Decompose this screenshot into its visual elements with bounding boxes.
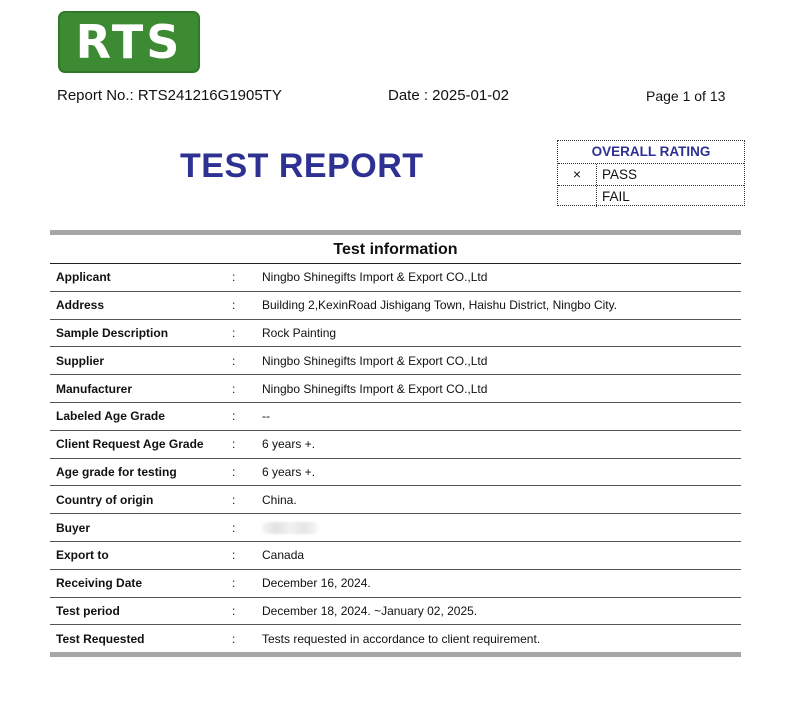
row-value: Rock Painting [262,325,337,340]
table-row [50,375,741,403]
table-row [50,486,741,514]
row-colon: : [232,381,236,396]
row-value: Building 2,KexinRoad Jishigang Town, Haishu District, Ningbo City. [262,298,618,313]
rating-check-mark: × [558,164,597,185]
report-number: Report No.: RTS241216G1905TY [57,87,282,104]
overall-rating-box [557,140,745,206]
table-row [50,570,741,598]
test-info-table [50,264,741,653]
row-label: Country of origin [56,492,154,507]
row-colon: : [232,437,236,452]
logo-text: RTS [75,15,183,69]
row-value: 6 years +. [262,464,316,479]
row-label: Manufacturer [56,381,133,396]
row-label: Client Request Age Grade [56,437,204,452]
table-row [50,514,741,542]
row-colon: : [232,576,236,591]
row-colon: : [232,298,236,313]
row-value [262,521,741,535]
section-heading: Test information [50,236,741,264]
row-colon: : [232,464,236,479]
overall-rating-heading: OVERALL RATING [558,141,744,164]
row-colon: : [232,548,236,563]
rts-logo [58,11,200,73]
row-label: Sample Description [56,325,169,340]
row-label: Labeled Age Grade [56,409,165,424]
row-label: Test Requested [56,632,145,647]
table-row [50,264,741,292]
row-value: Ningbo Shinegifts Import & Export CO.,Ltd [262,270,488,285]
row-value: Ningbo Shinegifts Import & Export CO.,Ltd [262,353,488,368]
table-row [50,542,741,570]
row-value: Canada [262,548,305,563]
rating-option-pass [558,164,744,185]
table-row [50,403,741,431]
row-colon: : [232,632,236,647]
table-row [50,320,741,348]
table-row [50,625,741,653]
row-value: China. [262,492,297,507]
table-row [50,292,741,320]
row-value: December 18, 2024. ~January 02, 2025. [262,603,478,618]
section-divider-top [50,230,741,235]
section-divider-bottom [50,652,741,657]
row-label: Test period [56,603,120,618]
row-label: Age grade for testing [56,464,177,479]
rating-check-mark [558,186,597,207]
table-row [50,598,741,626]
page-indicator: Page 1 of 13 [646,88,726,104]
row-colon: : [232,353,236,368]
row-label: Applicant [56,270,111,285]
redacted-value [262,522,318,534]
page-title: TEST REPORT [180,147,424,185]
row-value: Tests requested in accordance to client requirement. [262,632,541,647]
row-label: Export to [56,548,109,563]
row-value: 6 years +. [262,437,316,452]
row-value: -- [262,409,270,424]
table-row [50,459,741,487]
rating-option-fail [558,185,744,207]
report-date: Date : 2025-01-02 [388,87,509,104]
row-value: Ningbo Shinegifts Import & Export CO.,Ltd [262,381,488,396]
row-value: December 16, 2024. [262,576,371,591]
row-colon: : [232,492,236,507]
row-colon: : [232,409,236,424]
row-colon: : [232,520,236,535]
table-row [50,347,741,375]
row-label: Buyer [56,520,91,535]
rating-option-label: FAIL [602,189,630,204]
row-label: Receiving Date [56,576,143,591]
rating-option-label: PASS [602,167,638,182]
row-colon: : [232,325,236,340]
row-colon: : [232,270,236,285]
row-label: Supplier [56,353,105,368]
row-colon: : [232,603,236,618]
table-row [50,431,741,459]
row-label: Address [56,298,105,313]
